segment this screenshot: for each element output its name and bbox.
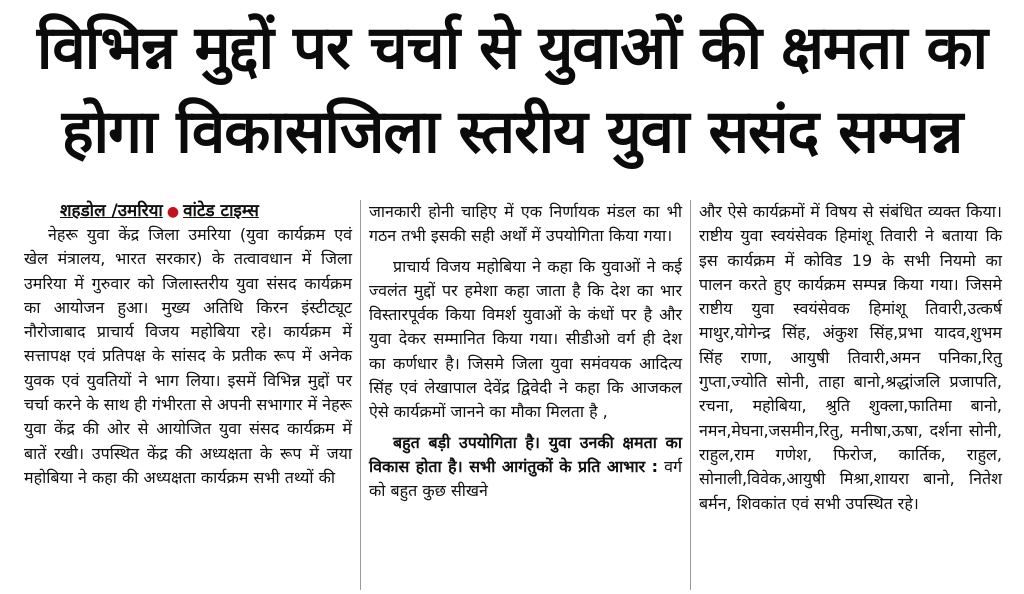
dateline	[24, 200, 352, 223]
paragraph	[369, 431, 682, 504]
paragraph: जानकारी होनी चाहिए में एक निर्णायक मंडल का भी गठन तभी इसकी सही अर्थों में उपयोगिता किया गया।	[369, 202, 682, 246]
paragraph: नेहरू युवा केंद्र जिला उमरिया (युवा कार्यक्रम एवं खेल मंत्रालय, भारत सरकार) के तत्वावधान में जिला उमरिया में गुरुवार को जिलास्तरीय युवा संसद कार्यक्रम का आयोजन हुआ। मुख्य अतिथि किरन इंस्टीट्यूट नौरोजाबाद प्राचार्य विजय महोबिया रहे। कार्यक्रम में सत्तापक्ष एवं प्रतिपक्ष के सांसद के प्रतीक रूप में अनेक युवक एवं युवतियों ने भाग लिया। इसमें विभिन्न मुद्दों पर चर्चा करने के साथ ही गंभीरता से अपनी सभागार में नेहरू युवा केंद्र की ओर से आयोजित युवा संसद कार्यक्रम में बातें रखी। उपस्थित केंद्र की अध्यक्षता के रूप में जया महोबिया ने कहा की अध्यक्षता कार्यक्रम सभी तथ्यों की	[24, 225, 352, 487]
bullet-dot-icon: ●	[166, 204, 180, 220]
paragraph: प्राचार्य विजय महोबिया ने कहा कि युवाओं ने कई ज्वलंत मुद्दों पर हमेशा कहा जाता है कि देश का भार विस्तारपूर्वक किया विमर्श युवाओं के कंधों पर है और युवा देकर सम्मानित किया गया। सीडीओ वर्ग ही देश का कर्णधार है। जिसमे जिला युवा समंवयक आदित्य सिंह एवं लेखापाल देवेंद्र द्विवेदी ने कहा कि आजकल ऐसे कार्यक्रमों जानने का मौका मिलता है ,	[369, 256, 682, 422]
dateline-source: वांटेड टाइम्स	[183, 201, 259, 221]
headline-line-2: होगा विकासजिला स्तरीय युवा ससंद सम्पन्न	[61, 97, 963, 167]
dateline-place: शहडोल /उमरिया	[60, 201, 163, 221]
article-column-1	[22, 200, 360, 590]
paragraph: और ऐसे कार्यक्रमों में विषय से संबंधित व्यक्त किया। राष्टीय युवा स्वयंसेवक हिमांशू तिवारी ने बताया कि इस कार्यक्रम में कोविड 19 के सभी नियमो का पालन करते हुए कार्यक्रम सम्पन्न किया गया। जिसमे राष्टीय युवा स्वयंसेवक हिमांशू तिवारी,उत्कर्ष माथुर,योगेन्द्र सिंह, अंकुश सिंह,प्रभा यादव,शुभम सिंह राणा, आयुषी तिवारी,अमन पनिका,रितु गुप्ता,ज्योति सोनी, ताहा बानो,श्रद्धांजलि प्रजापति, रचना, महोबिया, श्रुति शुक्ला,फातिमा बानो, नमन,मेघना,जसमीन,रितु, मनीषा,ऊषा, दर्शना सोनी, राहुल,राम गणेश, फिरोज, कार्तिक, राहुल, सोनाली,विवेक,आयुषी मिश्रा,शायरा बानो, नितेश बर्मन, शिवकांत एवं सभी उपस्थित रहे।	[699, 202, 1002, 513]
article-columns	[22, 200, 1010, 592]
headline	[20, 6, 1004, 174]
article-column-3	[690, 200, 1010, 590]
subheading: बहुत बड़ी उपयोगिता है। युवा उनकी क्षमता का विकास होता है। सभी आगंतुकों के प्रति आभार :	[369, 432, 682, 476]
headline-line-1: विभिन्न मुद्दों पर चर्चा से युवाओं की क्षमता का	[36, 13, 988, 83]
article-column-2	[360, 200, 690, 590]
paragraph-text: वर्ग को बहुत कुछ सीखने	[369, 456, 682, 501]
